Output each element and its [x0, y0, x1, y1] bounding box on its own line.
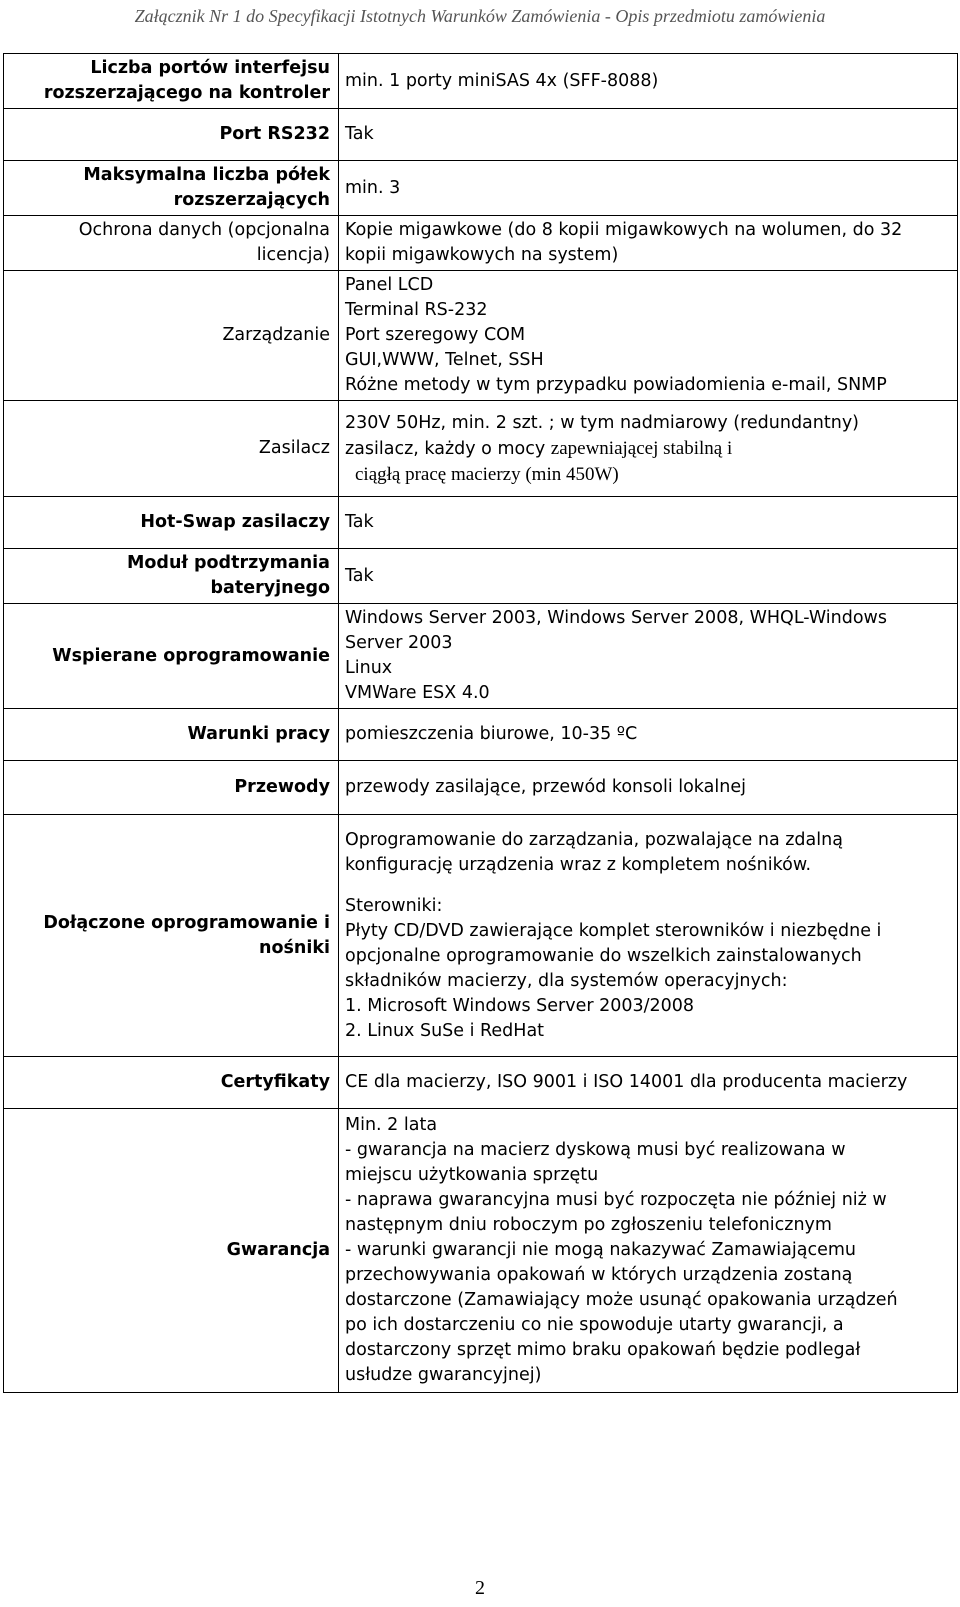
table-row	[4, 761, 958, 815]
row-value: Kopie migawkowe (do 8 kopii migawkowych na wolumen, do 32 kopii migawkowych na system)	[339, 216, 958, 271]
table-row	[4, 161, 958, 216]
row-label: Port RS232	[4, 109, 339, 161]
table-row	[4, 54, 958, 109]
row-label: Zasilacz	[4, 401, 339, 497]
row-value: Panel LCD Terminal RS-232 Port szeregowy COM GUI,WWW, Telnet, SSH Różne metody w tym przypadku powiadomienia e-mail, SNMP	[339, 271, 958, 401]
row-value: min. 3	[339, 161, 958, 216]
row-label: Zarządzanie	[4, 271, 339, 401]
table-row	[4, 815, 958, 1057]
document-header: Załącznik Nr 1 do Specyfikacji Istotnych Warunków Zamówienia - Opis przedmiotu zamówienia	[134, 6, 826, 26]
row-value: 230V 50Hz, min. 2 szt. ; w tym nadmiarowy (redundantny) zasilacz, każdy o mocy zapewniającej stabilną i ciągłą pracę macierzy (min 450W)	[339, 401, 958, 497]
row-label: Liczba portów interfejsu rozszerzającego na kontroler	[4, 54, 339, 109]
row-label: Wspierane oprogramowanie	[4, 604, 339, 709]
row-value: Windows Server 2003, Windows Server 2008, WHQL-Windows Server 2003 Linux VMWare ESX 4.0	[339, 604, 958, 709]
table-row	[4, 1057, 958, 1109]
table-row	[4, 709, 958, 761]
row-label: Certyfikaty	[4, 1057, 339, 1109]
row-label: Dołączone oprogramowanie i nośniki	[4, 815, 339, 1057]
table-row	[4, 216, 958, 271]
row-label: Przewody	[4, 761, 339, 815]
row-label: Warunki pracy	[4, 709, 339, 761]
row-label: Moduł podtrzymania bateryjnego	[4, 549, 339, 604]
row-value: Min. 2 lata - gwarancja na macierz dyskową musi być realizowana w miejscu użytkowania sprzętu - naprawa gwarancyjna musi być rozpoczęta nie później niż w następnym dniu roboczym po zgłoszeniu telefonicznym - warunki gwarancji nie mogą nakazywać Zamawiającemu przechowywania opakowań w których urządzenia zostaną dostarczone (Zamawiający może usunąć opakowania urządzeń po ich dostarczeniu co nie spowoduje utarty gwarancji, a dostarczony sprzęt mimo braku opakowań będzie podlegał usłudze gwarancyjnej)	[339, 1109, 958, 1393]
row-label: Hot-Swap zasilaczy	[4, 497, 339, 549]
row-value: CE dla macierzy, ISO 9001 i ISO 14001 dla producenta macierzy	[339, 1057, 958, 1109]
table-row	[4, 1109, 958, 1393]
page-number: 2	[475, 1577, 485, 1599]
row-value: Oprogramowanie do zarządzania, pozwalające na zdalną konfigurację urządzenia wraz z kompletem nośników. Sterowniki: Płyty CD/DVD zawierające komplet sterowników i niezbędne i opcjonalne oprogramowanie do wszelkich zainstalowanych składników macierzy, dla systemów operacyjnych: 1. Microsoft Windows Server 2003/2008 2. Linux SuSe i RedHat	[339, 815, 958, 1057]
row-value: min. 1 porty miniSAS 4x (SFF-8088)	[339, 54, 958, 109]
table-row	[4, 271, 958, 401]
row-value: Tak	[339, 549, 958, 604]
row-label: Gwarancja	[4, 1109, 339, 1393]
row-value: Tak	[339, 497, 958, 549]
row-value: Tak	[339, 109, 958, 161]
table-row	[4, 401, 958, 497]
table-row	[4, 497, 958, 549]
table-row	[4, 109, 958, 161]
row-label: Ochrona danych (opcjonalna licencja)	[4, 216, 339, 271]
table-row	[4, 604, 958, 709]
spec-table	[3, 53, 958, 1393]
row-label: Maksymalna liczba półek rozszerzających	[4, 161, 339, 216]
row-value: przewody zasilające, przewód konsoli lokalnej	[339, 761, 958, 815]
table-row	[4, 549, 958, 604]
row-value: pomieszczenia biurowe, 10-35 ºC	[339, 709, 958, 761]
